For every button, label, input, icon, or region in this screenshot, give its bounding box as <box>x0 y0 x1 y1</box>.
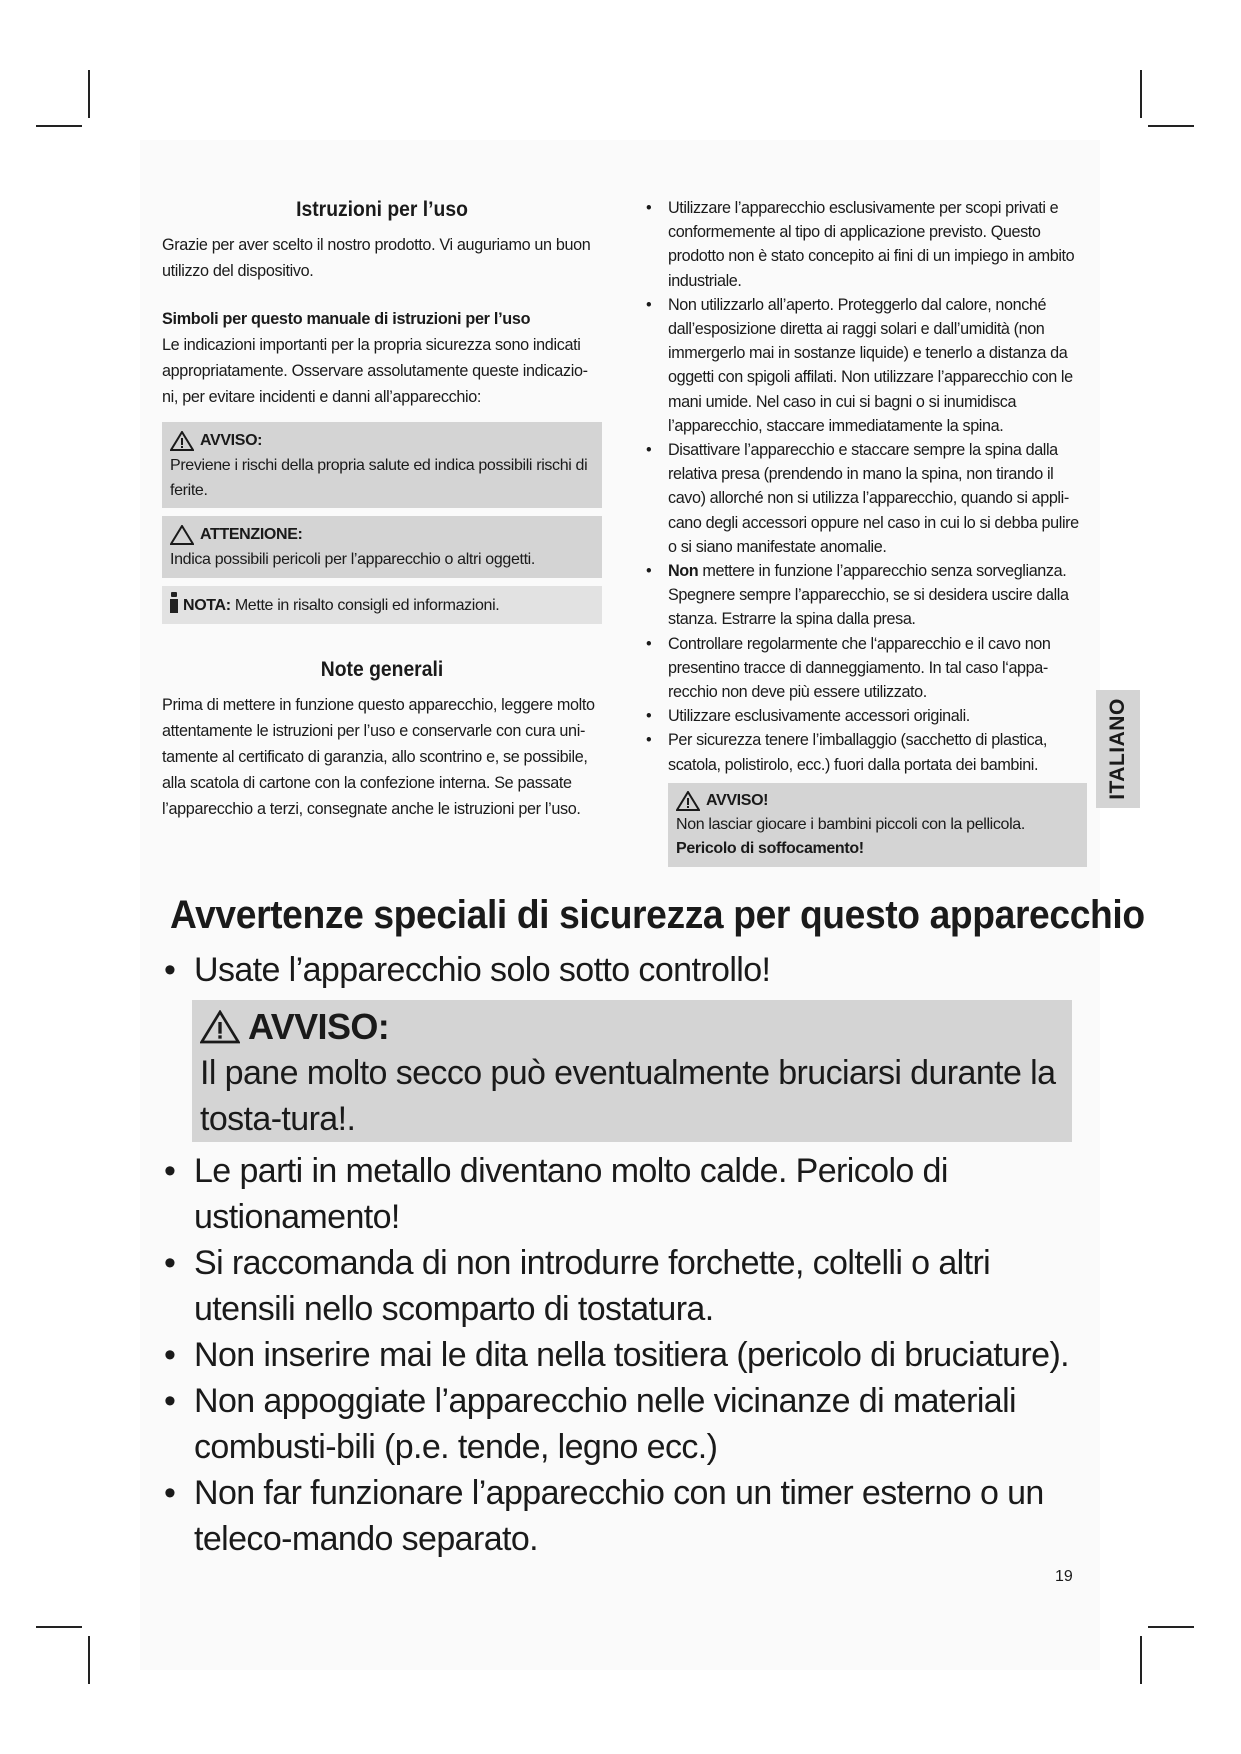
list-item: • Controllare regolarmente che l‘apparecchio e il cavo non presentino tracce di danneggiamento. In tal caso l‘appa-recchio non deve più essere utilizzato. <box>632 632 1087 705</box>
caution-triangle-icon <box>170 525 194 545</box>
note-text: Mette in risalto consigli ed informazioni. <box>230 597 500 614</box>
info-icon <box>170 592 178 614</box>
note-box <box>162 586 602 624</box>
children-warning-head <box>676 789 1079 813</box>
warning-box <box>162 422 602 508</box>
language-tab <box>1096 690 1140 808</box>
right-column <box>632 196 1087 867</box>
left-column <box>162 198 602 822</box>
note-label: NOTA: <box>183 597 231 614</box>
list-item-bold: Non <box>668 562 699 581</box>
symbols-text: Le indicazioni importanti per la propria sicurezza sono indicati appropriatamente. Osservare assolutamente queste indicazio-ni, per evitare incidenti e danni all’apparecchio: <box>162 336 588 406</box>
crop-mark <box>88 70 90 118</box>
page-number: 19 <box>1055 1568 1073 1585</box>
warning-text: Previene i rischi della propria salute ed indica possibili rischi di ferite. <box>170 457 588 499</box>
warning-triangle-icon <box>170 431 194 451</box>
list-item: • Non utilizzarlo all’aperto. Proteggerlo dal calore, nonché dall’esposizione diretta ai raggi solari e dall’umidità (non immergerlo mai in sostanze liquide) e tenerlo a distanza da oggetti con spigoli affilati. Non utilizzare l’apparecchio con le mani umide. Nel caso in cui si bagni o si inumidisca l’apparecchio, staccare immediatamente la spina. <box>632 293 1087 438</box>
toasting-warning-label: AVVISO: <box>248 1006 390 1047</box>
crop-mark <box>1140 1636 1142 1684</box>
children-warning-text: Non lasciar giocare i bambini piccoli con la pellicola. <box>676 815 1025 833</box>
special-safety-title: Avvertenze speciali di sicurezza per questo apparecchio <box>170 893 1145 937</box>
list-item: • Non far funzionare l’apparecchio con un timer esterno o un teleco-mando separato. <box>158 1470 1088 1562</box>
crop-mark <box>1140 70 1142 118</box>
general-notes-text: Prima di mettere in funzione questo apparecchio, leggere molto attentamente le istruzioni per l’uso e conservarle con cura uni-tamente al certificato di garanzia, allo scontrino e, se possibile, alla scatola di cartone con la confezione interna. Se passate l’apparecchio a terzi, consegnate anche le istruzioni per l’uso. <box>162 696 595 818</box>
crop-mark <box>36 125 82 127</box>
toasting-warning-box <box>192 1000 1072 1142</box>
special-list <box>158 1148 1088 1562</box>
list-item: • Per sicurezza tenere l’imballaggio (sacchetto di plastica, scatola, polistirolo, ecc.) fuori dalla portata dei bambini. <box>632 728 1087 776</box>
list-item: • Si raccomanda di non introdurre forchette, coltelli o altri utensili nello scomparto di tostatura. <box>158 1240 1088 1332</box>
list-item: • Non inserire mai le dita nella tositiera (pericolo di bruciature). <box>158 1332 1088 1378</box>
list-item: • Utilizzare l’apparecchio esclusivamente per scopi privati e conformemente al tipo di applicazione previsto. Questo prodotto non è stato concepito ai fini di un impiego in ambito industriale. <box>632 196 1087 293</box>
crop-mark <box>36 1626 82 1628</box>
safety-list <box>632 196 1087 777</box>
intro-text: Grazie per aver scelto il nostro prodotto. Vi auguriamo un buon utilizzo del dispositivo. <box>162 236 591 280</box>
toasting-warning-head <box>200 1004 1064 1050</box>
list-item: • Le parti in metallo diventano molto calde. Pericolo di ustionamento! <box>158 1148 1088 1240</box>
warning-head <box>170 428 594 453</box>
list-item-text: mettere in funzione l’apparecchio senza sorveglianza. Spegnere sempre l’apparecchio, se si desidera uscire dalla stanza. Estrarre la spina dalla presa. <box>668 562 1069 629</box>
language-label: ITALIANO <box>1106 698 1129 800</box>
suffocation-warning: Pericolo di soffocamento! <box>676 839 864 857</box>
warning-label: AVVISO: <box>200 432 263 449</box>
children-warning-box <box>668 783 1087 867</box>
caution-head <box>170 522 594 547</box>
caution-label: ATTENZIONE: <box>200 526 303 543</box>
symbols-title: Simboli per questo manuale di istruzioni per l’uso <box>162 310 531 328</box>
crop-mark <box>1148 1626 1194 1628</box>
caution-text: Indica possibili pericoli per l’apparecchio o altri oggetti. <box>170 551 535 568</box>
caution-box <box>162 516 602 578</box>
general-notes-title: Note generali <box>320 658 444 681</box>
warning-triangle-icon <box>200 1010 240 1044</box>
toasting-warning-text: Il pane molto secco può eventualmente bruciarsi durante la tosta-tura!. <box>200 1054 1056 1138</box>
crop-mark <box>1148 125 1194 127</box>
list-item: • Utilizzare esclusivamente accessori originali. <box>632 704 1087 728</box>
list-item: • Non appoggiate l’apparecchio nelle vicinanze di materiali combusti-bili (p.e. tende, legno ecc.) <box>158 1378 1088 1470</box>
list-item: • Usate l’apparecchio solo sotto controllo! <box>158 947 1088 993</box>
crop-mark <box>88 1636 90 1684</box>
list-item: • Disattivare l’apparecchio e staccare sempre la spina dalla relativa presa (prendendo in mano la spina, non tirando il cavo) allorché non si utilizza l’apparecchio, quando si appli-cano degli accessori oppure nel caso in cui lo si debba pulire o si siano manifestate anomalie. <box>632 438 1087 559</box>
special-list-first <box>158 947 1088 993</box>
instructions-title: Istruzioni per l’uso <box>296 198 468 221</box>
list-item <box>632 559 1087 632</box>
children-warning-label: AVVISO! <box>706 791 769 809</box>
warning-triangle-icon <box>676 791 700 811</box>
